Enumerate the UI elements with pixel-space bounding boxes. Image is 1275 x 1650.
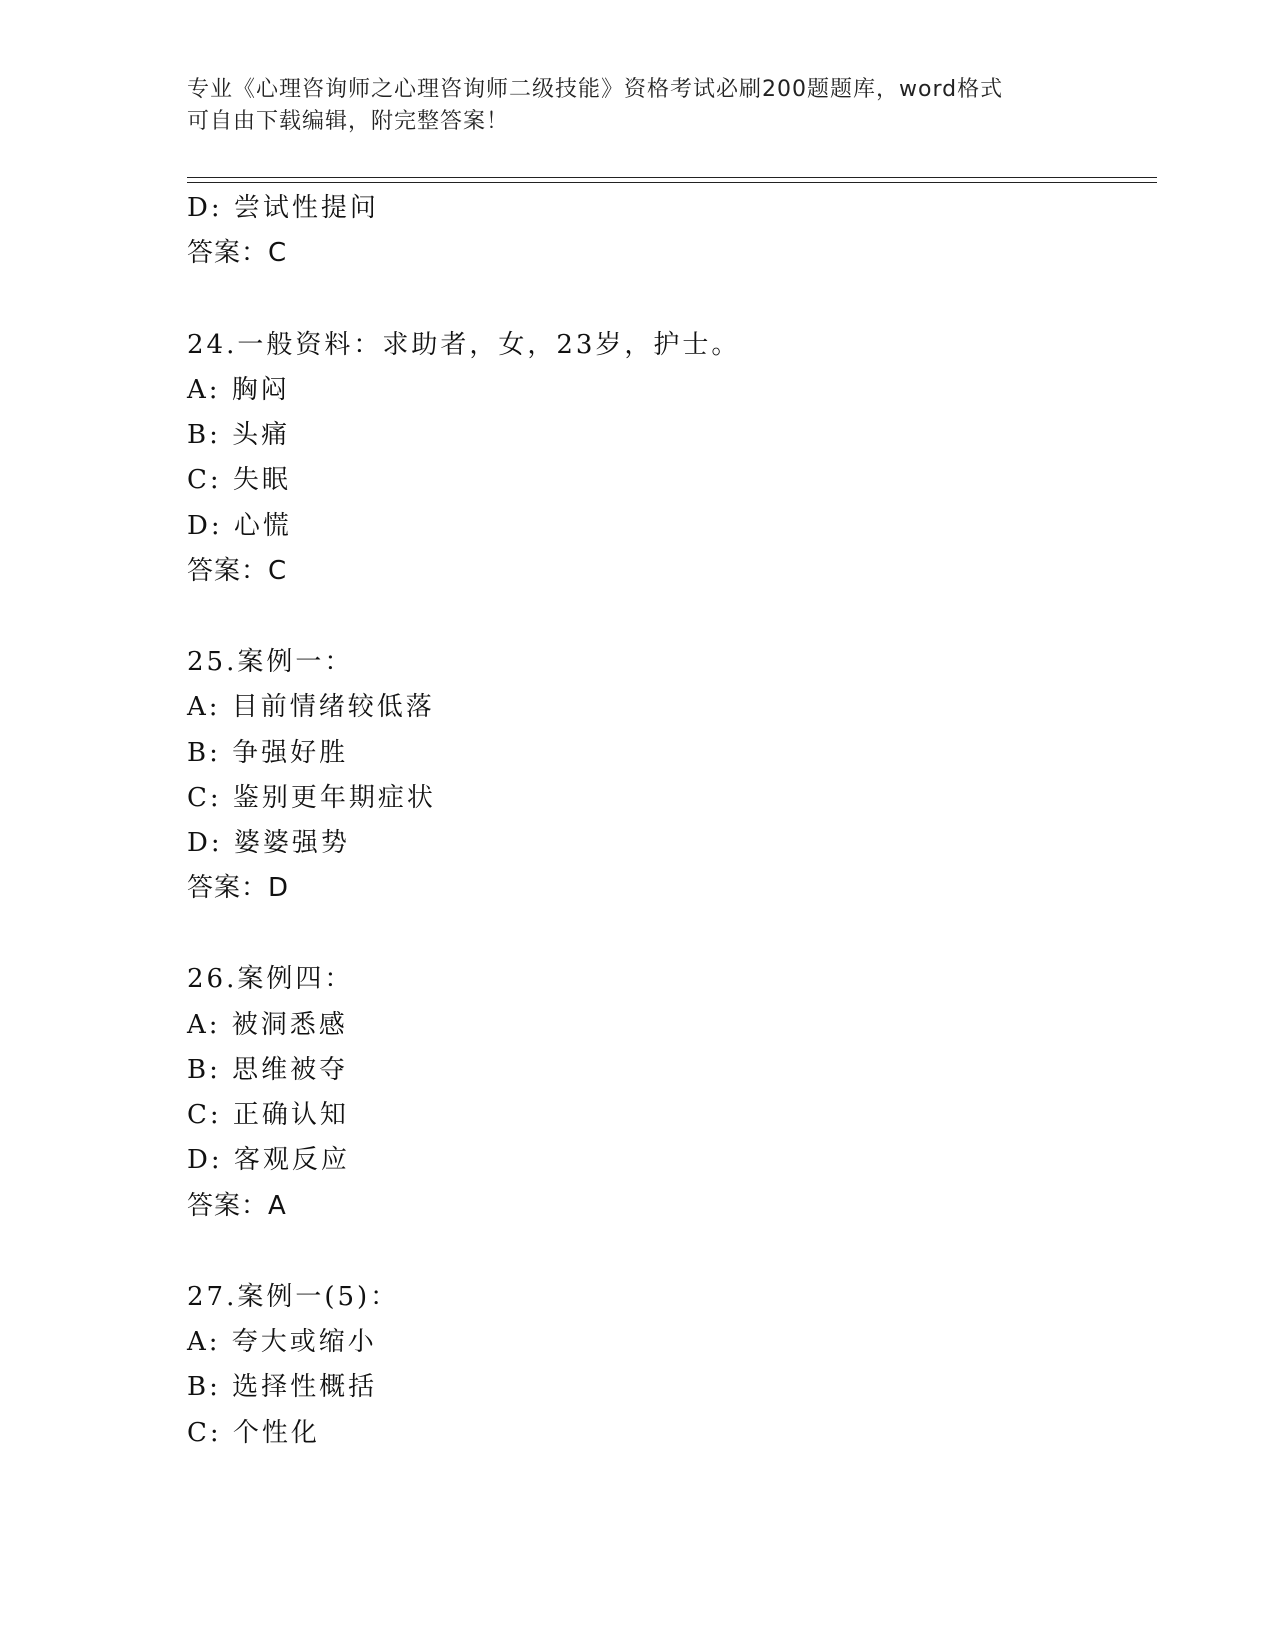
q25-option-b: B: 争强好胜 [187, 738, 349, 768]
q27-option-a: A: 夸大或缩小 [187, 1327, 377, 1357]
q26-option-c: C: 正确认知 [187, 1100, 349, 1130]
q25-option-c: C: 鉴别更年期症状 [187, 783, 436, 813]
question-25: 25.案例一： [187, 647, 354, 677]
document-header [187, 74, 1087, 138]
answer: 答案：C [187, 238, 288, 268]
q25-option-d: D: 婆婆强势 [187, 828, 350, 858]
q27-option-c: C: 个性化 [187, 1418, 320, 1448]
q24-option-c: C: 失眠 [187, 465, 291, 495]
q24-option-b: B: 头痛 [187, 420, 291, 450]
question-26: 26.案例四： [187, 964, 354, 994]
q26-option-b: B: 思维被夺 [187, 1055, 349, 1085]
header-divider-top [187, 177, 1157, 178]
question-27: 27.案例一(5)： [187, 1282, 400, 1312]
q26-option-d: D: 客观反应 [187, 1145, 350, 1175]
q26-answer: 答案：A [187, 1191, 287, 1221]
header-line-1: 专业《心理咨询师之心理咨询师二级技能》资格考试必刷200题题库，word格式 [187, 77, 1004, 102]
header-divider-bottom [187, 182, 1157, 183]
q24-option-d: D: 心慌 [187, 511, 292, 541]
q27-option-b: B: 选择性概括 [187, 1372, 378, 1402]
q26-option-a: A: 被洞悉感 [187, 1010, 348, 1040]
q24-option-a: A: 胸闷 [187, 375, 290, 405]
q25-option-a: A: 目前情绪较低落 [187, 692, 435, 722]
header-line-2: 可自由下载编辑，附完整答案！ [187, 109, 510, 134]
q25-answer: 答案：D [187, 873, 290, 903]
q24-answer: 答案：C [187, 556, 288, 586]
question-24: 24.一般资料：求助者，女，23岁，护士。 [187, 330, 741, 360]
option-d: D: 尝试性提问 [187, 193, 379, 223]
